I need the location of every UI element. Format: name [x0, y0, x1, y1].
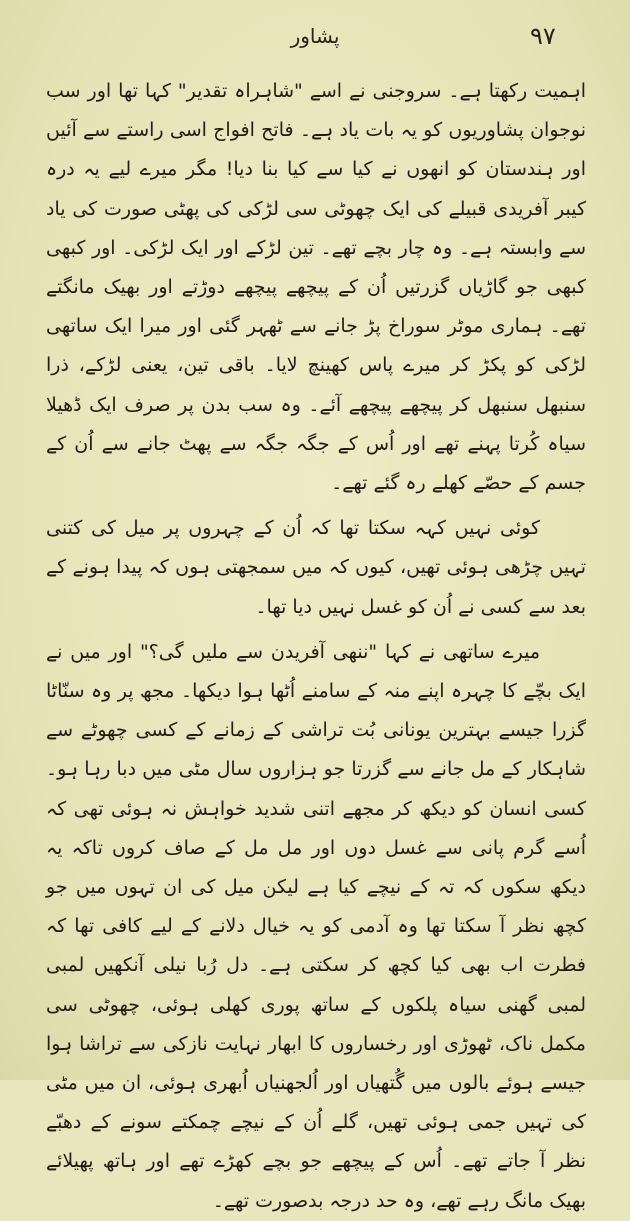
paragraph: کوئی نہیں کہہ سکتا تھا کہ اُن کے چہروں پر میل کی کتنی تہیں چڑھی ہوئی تھیں، کیوں کہ میں سمجھتی ہوں کہ پیدا ہونے کے بعد سے کسی نے اُن کو غسل نہیں دیا تھا۔	[46, 517, 586, 618]
page-number: ۹۷	[530, 22, 556, 50]
page-header	[40, 22, 590, 58]
paragraph: اہمیت رکھتا ہے۔ سروجنی نے اسے "شاہراہ تقدیر" کہا تھا اور سب نوجوان پشاوریوں کو یہ بات یاد ہے۔ فاتح افواج اسی راستے سے آئیں اور ہندستان کو انھوں نے کیا سے کیا بنا دیا! مگر میرے لیے یہ درہ کیبر آفریدی قبیلے کی ایک چھوٹی سی لڑکی کی پھٹی صورت کی یاد سے وابستہ ہے۔ وہ چار بچے تھے۔ تین لڑکے اور ایک لڑکی۔ اور کبھی کبھی جو گاڑیاں گزرتیں اُن کے پیچھے پیچھے دوڑتے اور بھیک مانگتے تھے۔ ہماری موٹر سوراخ پڑ جانے سے ٹھہر گئی اور میرا ایک ساتھی لڑکی کو پکڑ کر میرے پاس کھینچ لایا۔ باقی تین، یعنی لڑکے، ذرا سنبھل سنبھل کر پیچھے پیچھے آئے۔ وہ سب بدن پر صرف ایک ڈھیلا سیاہ کُرتا پہنے تھے اور اُس کے جگہ جگہ سے پھٹ جانے سے اُن کے جسم کے حصّے کھلے رہ گئے تھے۔	[46, 80, 586, 495]
body-text	[46, 72, 586, 1221]
paragraph: میرے ساتھی نے کہا "ننھی آفریدن سے ملیں گی؟" اور میں نے ایک بچّے کا چہرہ اپنے منہ کے سامنے اُٹھا ہوا دیکھا۔ مجھ پر وہ سنّاٹا گزرا جیسے بہترین یونانی بُت تراشی کے زمانے کے کسی چھوٹے سے شاہکار کے مل جانے سے گزرتا جو ہزاروں سال مٹی میں دبا رہا ہو۔ کسی انسان کو دیکھ کر مجھے اتنی شدید خواہش نہ ہوئی تھی کہ اُسے گرم پانی سے غسل دوں اور مل مل کے صاف کروں تاکہ یہ دیکھ سکوں کہ تہ کے نیچے کیا ہے لیکن میل کی ان تہوں میں جو کچھ نظر آ سکتا تھا وہ آدمی کو یہ خیال دلانے کے لیے کافی تھا کہ فطرت اب بھی کیا کچھ کر سکتی ہے۔ دل رُبا نیلی آنکھیں لمبی لمبی گھنی سیاہ پلکوں کے ساتھ پوری کھلی ہوئی، چھوٹی سی مکمل ناک، ٹھوڑی اور رخساروں کا ابھار نہایت نازکی سے تراشا ہوا جیسے ہوئے بالوں میں گُتھیاں اور اُلجھنیاں اُبھری ہوئی، ان میں مٹی کی تہیں جمی ہوئی تھیں، گلے اُن کے نیچے چمکتے سونے کے دھبّے نظر آ جاتے تھے۔ اُس کے پیچھے جو بچے کھڑے تھے اور ہاتھ پھیلائے بھیک مانگ رہے تھے، وہ حد درجہ بدصورت تھے۔	[46, 640, 586, 1212]
running-head: پشاور	[290, 24, 340, 48]
